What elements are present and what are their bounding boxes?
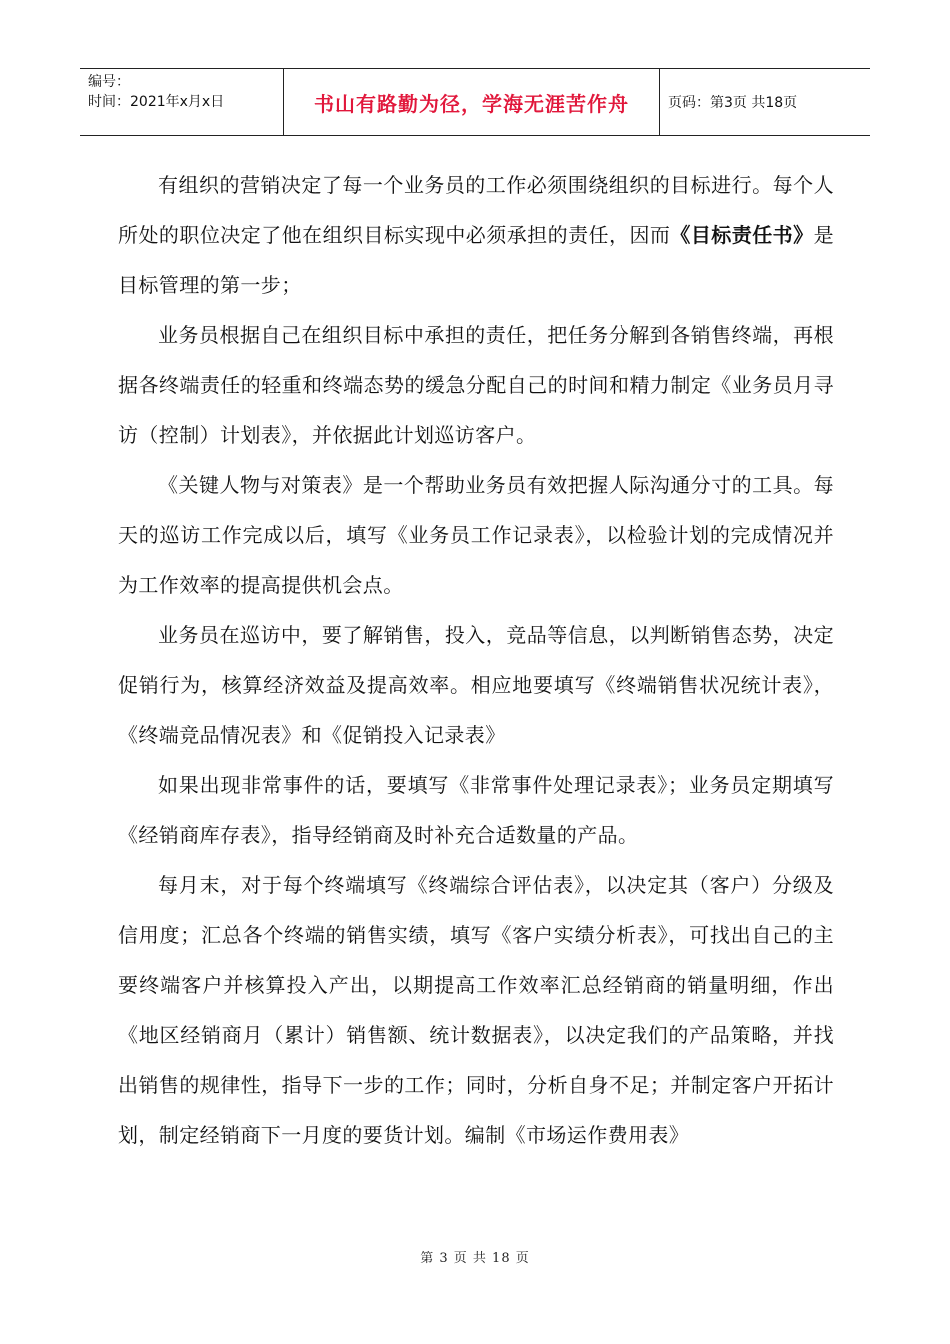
header-meta — [80, 69, 283, 135]
header-motto-cell — [283, 69, 660, 135]
paragraph-4: 业务员在巡访中，要了解销售，投入，竞品等信息，以判断销售态势，决定促销行为，核算经济效益及提高效率。相应地要填写《终端销售状况统计表》，《终端竞品情况表》和《促销投入记录表》 — [118, 623, 834, 747]
paragraph-1 — [118, 160, 834, 310]
header-page-info-cell — [660, 69, 870, 135]
document-title-reference: 《目标责任书》 — [670, 223, 814, 247]
header-motto: 书山有路勤为径，学海无涯苦作舟 — [314, 91, 629, 116]
document-body — [118, 160, 834, 1160]
paragraph-5: 如果出现非常事件的话，要填写《非常事件处理记录表》；业务员定期填写《经销商库存表》，指导经销商及时补充合适数量的产品。 — [118, 773, 834, 847]
paragraph-1-tail: 是目标管理的第一步； — [118, 223, 834, 297]
page-footer: 第 3 页 共 18 页 — [420, 1251, 530, 1266]
header-page-info: 页码：第3页 共18页 — [668, 95, 798, 111]
paragraph-3: 《关键人物与对策表》是一个帮助业务员有效把握人际沟通分寸的工具。每天的巡访工作完成以后，填写《业务员工作记录表》，以检验计划的完成情况并为工作效率的提高提供机会点。 — [118, 473, 834, 597]
page-header — [80, 68, 870, 136]
paragraph-6: 每月末，对于每个终端填写《终端综合评估表》，以决定其（客户）分级及信用度；汇总各个终端的销售实绩，填写《客户实绩分析表》，可找出自己的主要终端客户并核算投入产出，以期提高工作效率汇总经销商的销量明细，作出《地区经销商月（累计）销售额、统计数据表》，以决定我们的产品策略，并找出销售的规律性，指导下一步的工作；同时，分析自身不足；并制定客户开拓计划，制定经销商下一月度的要货计划。编制《市场运作费用表》 — [118, 873, 834, 1147]
document-number-label: 编号： — [88, 74, 130, 90]
paragraph-1-text: 有组织的营销决定了每一个业务员的工作必须围绕组织的目标进行。每个人所处的职位决定了他在组织目标实现中必须承担的责任，因而 — [118, 173, 834, 247]
paragraph-2: 业务员根据自己在组织目标中承担的责任，把任务分解到各销售终端，再根据各终端责任的轻重和终端态势的缓急分配自己的时间和精力制定《业务员月寻访（控制）计划表》，并依据此计划巡访客户。 — [118, 323, 834, 447]
document-date: 时间：2021年x月x日 — [88, 94, 225, 110]
